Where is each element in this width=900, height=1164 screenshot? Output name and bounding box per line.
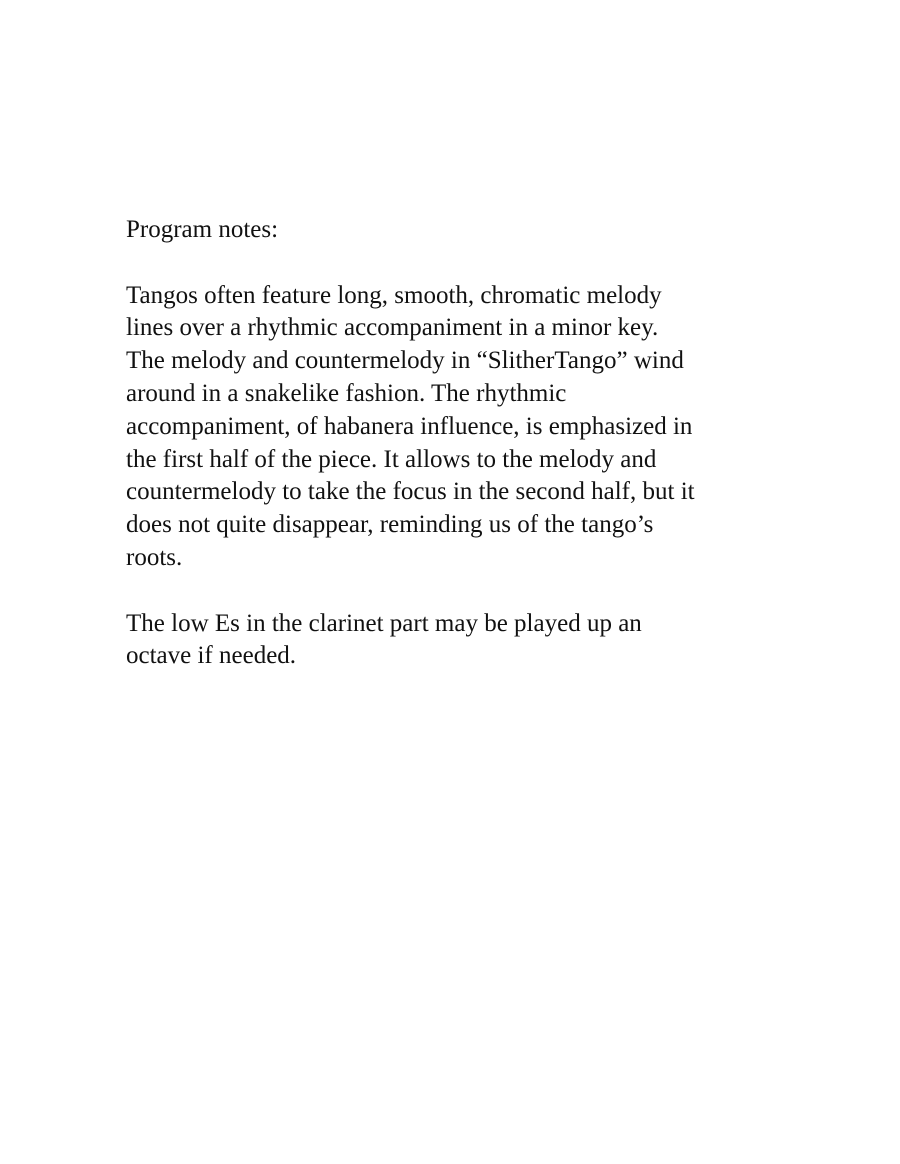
paragraph-line: accompaniment, of habanera influence, is emphasized in (126, 412, 693, 440)
paragraph-line: does not quite disappear, reminding us of the tango’s (126, 511, 654, 539)
paragraph-line: roots. (126, 543, 183, 571)
paragraph-line: the first half of the piece. It allows to the melody and (126, 445, 657, 473)
paragraph-line: countermelody to take the focus in the second half, but it (126, 478, 695, 506)
paragraph-line: The low Es in the clarinet part may be played up an (126, 609, 642, 637)
program-notes-heading: Program notes: (126, 216, 279, 243)
paragraph-line: The melody and countermelody in “SlitherTango” wind (126, 347, 684, 375)
paragraph-line: Tangos often feature long, smooth, chromatic melody (126, 281, 662, 309)
paragraph-line: around in a snakelike fashion. The rhythmic (126, 379, 567, 407)
program-notes-paragraph-2 (126, 608, 766, 674)
paragraph-line: lines over a rhythmic accompaniment in a minor key. (126, 314, 659, 342)
paragraph-line: octave if needed. (126, 642, 297, 670)
program-notes-paragraph-1 (126, 280, 766, 575)
program-notes (126, 214, 766, 673)
